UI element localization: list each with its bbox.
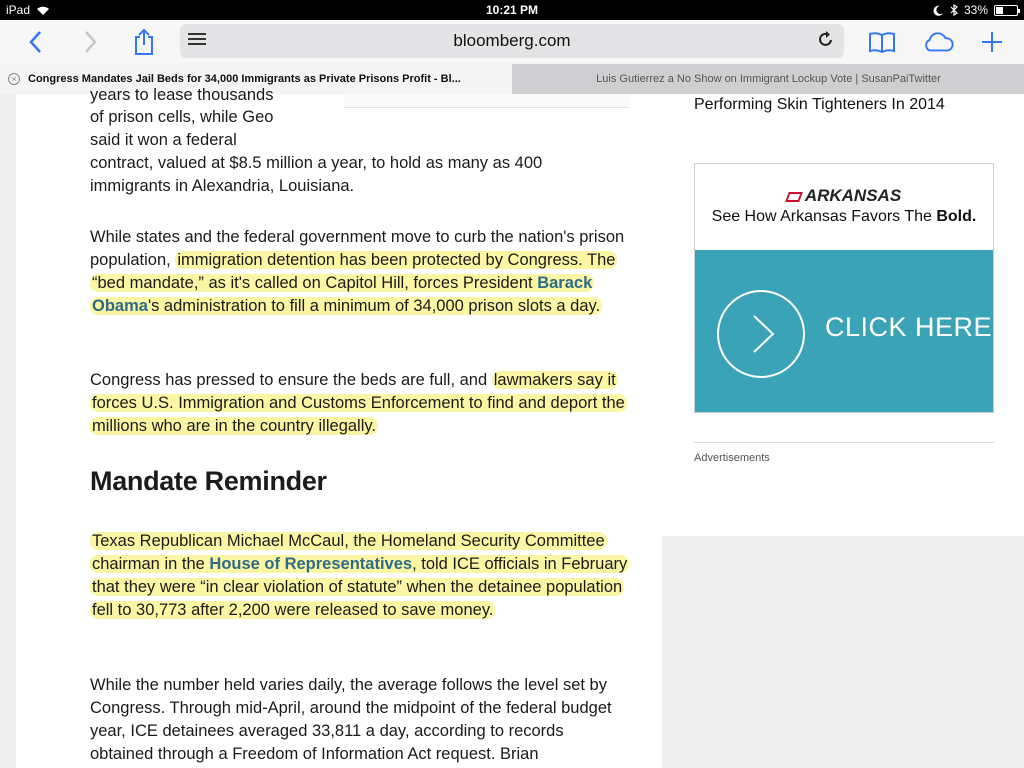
paragraph-text: Texas Republican Michael McCaul, the Homeland Security Committee chairman in the — [92, 532, 605, 573]
forward-button[interactable] — [74, 26, 106, 58]
highlight — [90, 532, 629, 619]
paragraph-text: While states and the federal government move to curb the nation's prison population, — [90, 228, 625, 269]
ad-tagline: See How Arkansas Favors The Bold. — [711, 208, 977, 225]
address-bar[interactable] — [180, 24, 844, 58]
diamond-logo-icon — [785, 192, 803, 202]
paragraph-text: Congress has pressed to ensure the beds are full, and — [90, 371, 492, 389]
cloud-icon — [922, 31, 954, 53]
section-heading: Mandate Reminder — [90, 466, 327, 496]
click-here-button[interactable]: CLICK HERE — [825, 312, 993, 342]
ad-brand: ARKANSAS — [695, 186, 993, 206]
bluetooth-icon — [950, 4, 958, 16]
new-tab-button[interactable] — [976, 26, 1008, 58]
plus-icon — [981, 31, 1003, 53]
line: contract, valued at $8.5 million a year, to hold as many as 400 — [90, 154, 543, 172]
web-page — [0, 86, 1024, 768]
paragraph-text: 's administration to fill a minimum of 34,000 prison slots a day. — [147, 297, 601, 315]
highlight: lawmakers say it forces U.S. Immigration and Customs Enforcement to find and deport the millions who are in the country illegally. — [92, 371, 625, 435]
chevron-left-icon — [28, 30, 44, 54]
book-icon — [868, 31, 896, 53]
browser-toolbar — [0, 20, 1024, 64]
article-paragraph-1 — [90, 106, 630, 198]
device-name: iPad — [6, 3, 31, 17]
play-circle-icon — [717, 290, 805, 378]
status-bar — [0, 0, 1024, 20]
share-icon — [133, 28, 155, 56]
divider — [694, 442, 994, 443]
bookmarks-button[interactable] — [866, 26, 898, 58]
article-paragraph-4 — [90, 530, 630, 622]
address-text[interactable]: bloomberg.com — [453, 31, 571, 50]
ads-label: Advertisements — [694, 452, 770, 464]
advertisement[interactable] — [694, 163, 994, 413]
chevron-right-icon — [82, 30, 98, 54]
battery-percent: 33% — [963, 3, 988, 17]
reload-icon[interactable] — [818, 30, 834, 53]
line: of prison cells, while Geo — [90, 108, 274, 126]
article-partial-line: years to lease thousands — [90, 86, 274, 104]
sidebar-title[interactable]: Performing Skin Tighteners In 2014 — [694, 96, 945, 113]
ad-cta-panel[interactable] — [695, 250, 993, 412]
battery-icon — [994, 5, 1018, 16]
tab-label: Congress Mandates Jail Beds for 34,000 Immigrants as Private Prisons Profit - Bl... — [28, 73, 461, 85]
paragraph-text: immigration detention has been protected by Congress. The “bed mandate,” as it's called on Capitol Hill, forces President — [92, 251, 616, 292]
article-paragraph-3 — [90, 369, 630, 438]
close-icon[interactable]: × — [8, 73, 20, 85]
line: said it won a federal — [90, 131, 237, 149]
house-of-representatives-link[interactable]: House of Representatives — [209, 555, 413, 573]
status-time: 10:21 PM — [485, 3, 539, 17]
share-button[interactable] — [128, 26, 160, 58]
back-button[interactable] — [20, 26, 52, 58]
status-right — [933, 3, 1018, 17]
article-paragraph-5: While the number held varies daily, the average follows the level set by Congress. Through mid-April, around the midpoint of the federal budget year, ICE detainees averaged 33,811 a day, according to records obtained through a Freedom of Information Act request. Brian — [90, 676, 612, 763]
right-rail — [662, 94, 1024, 536]
article-column — [16, 86, 662, 768]
tab-label: Luis Gutierrez a No Show on Immigrant Lockup Vote | SusanPaiTwitter — [596, 73, 941, 85]
icloud-tabs-button[interactable] — [922, 26, 954, 58]
barack-obama-link[interactable]: Barack Obama — [92, 274, 593, 315]
moon-icon — [933, 5, 944, 16]
line: immigrants in Alexandria, Louisiana. — [90, 177, 355, 195]
paragraph-text: , told ICE officials in February that they were “in clear violation of statute” when the detainee population fell to 30,773 after 2,200 were released to save money. — [92, 555, 628, 619]
article-paragraph-2 — [90, 226, 630, 318]
